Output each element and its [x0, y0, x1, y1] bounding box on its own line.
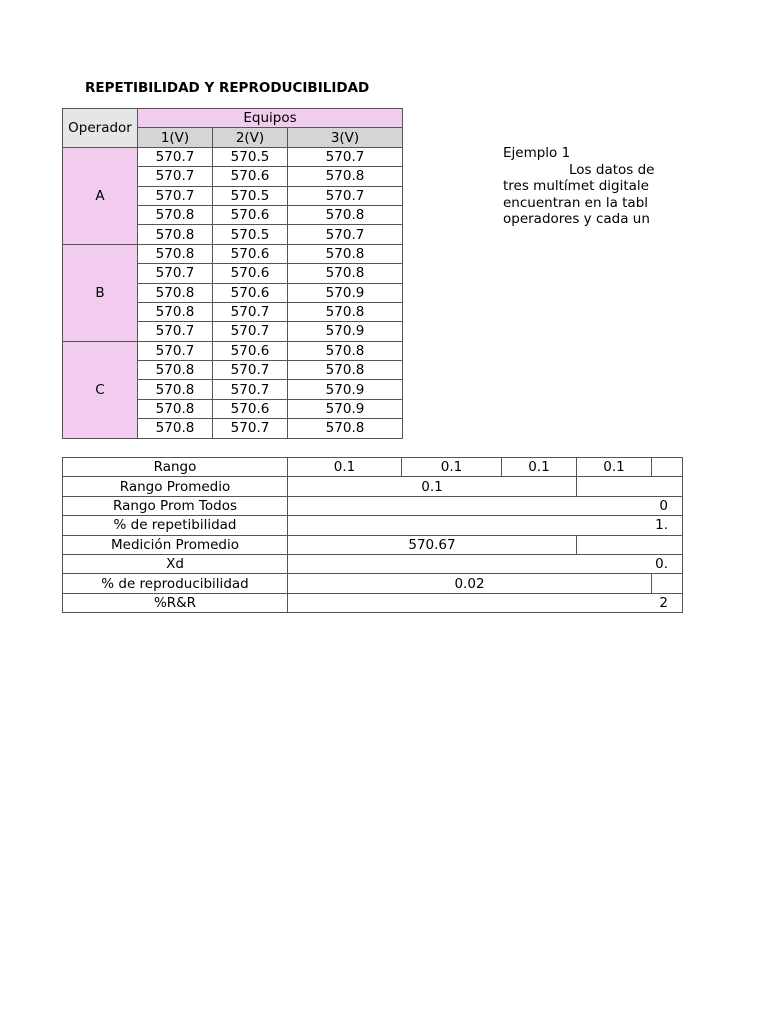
- measurement-cell: 570.8: [288, 244, 403, 263]
- summary-label: Rango Prom Todos: [63, 496, 288, 515]
- example-line: Los datos de: [569, 161, 655, 178]
- column-header: 2(V): [213, 128, 288, 147]
- summary-value: 0.1: [577, 458, 652, 477]
- measurement-row: [63, 244, 403, 263]
- summary-row-xd: [63, 554, 683, 573]
- measurement-cell: 570.8: [138, 225, 213, 244]
- measurement-cell: 570.9: [288, 380, 403, 399]
- summary-value: 1.: [288, 516, 683, 535]
- summary-value: 2: [288, 593, 683, 612]
- measurement-row: [63, 341, 403, 360]
- example-heading: Ejemplo 1: [503, 145, 571, 161]
- summary-label: % de repetibilidad: [63, 516, 288, 535]
- summary-value: 0.02: [288, 574, 652, 593]
- measurement-cell: 570.7: [138, 341, 213, 360]
- measurement-cell: 570.7: [138, 147, 213, 166]
- column-header: 1(V): [138, 128, 213, 147]
- measurement-cell: 570.5: [213, 186, 288, 205]
- measurement-cell: 570.8: [138, 399, 213, 418]
- summary-value: 0.: [288, 554, 683, 573]
- measurement-cell: 570.8: [288, 302, 403, 321]
- measurement-cell: 570.6: [213, 244, 288, 263]
- summary-area: [62, 457, 668, 617]
- measurement-cell: 570.8: [138, 419, 213, 438]
- measurement-cell: 570.8: [138, 205, 213, 224]
- measurement-cell: 570.7: [288, 225, 403, 244]
- measurement-cell: 570.6: [213, 264, 288, 283]
- measurement-cell: 570.6: [213, 167, 288, 186]
- measurement-cell: 570.8: [288, 205, 403, 224]
- summary-value: 0.1: [402, 458, 502, 477]
- example-line: operadores y cada un: [503, 211, 650, 227]
- example-line: encuentran en la tabl: [503, 194, 649, 211]
- summary-row-rango-promedio: [63, 477, 683, 496]
- measurement-cell: 570.8: [138, 283, 213, 302]
- measurement-cell: 570.8: [288, 361, 403, 380]
- measurement-cell: 570.8: [288, 341, 403, 360]
- measurement-cell: 570.7: [213, 419, 288, 438]
- measurement-cell: 570.9: [288, 399, 403, 418]
- measurement-cell: 570.5: [213, 225, 288, 244]
- summary-row-rango-prom-todos: [63, 496, 683, 515]
- measurement-cell: 570.7: [288, 147, 403, 166]
- measurement-cell: 570.7: [213, 322, 288, 341]
- measurement-cell: 570.7: [138, 322, 213, 341]
- summary-row-repetibilidad: [63, 516, 683, 535]
- summary-label: % de reproducibilidad: [63, 574, 288, 593]
- measurement-cell: 570.7: [213, 361, 288, 380]
- page-title: REPETIBILIDAD Y REPRODUCIBILIDAD: [85, 80, 370, 96]
- measurement-cell: 570.6: [213, 283, 288, 302]
- measurement-cell: 570.6: [213, 399, 288, 418]
- measurement-cell: 570.5: [213, 147, 288, 166]
- measurement-cell: 570.8: [288, 419, 403, 438]
- measurement-cell: 570.9: [288, 322, 403, 341]
- measurement-cell: 570.7: [213, 302, 288, 321]
- summary-value: 0.1: [288, 477, 577, 496]
- measurement-cell: 570.9: [288, 283, 403, 302]
- measurement-row: [63, 147, 403, 166]
- summary-value: 0: [288, 496, 683, 515]
- measurement-cell: 570.8: [138, 361, 213, 380]
- summary-label: Xd: [63, 554, 288, 573]
- measurement-table: [62, 108, 403, 439]
- summary-label: Rango: [63, 458, 288, 477]
- measurement-cell: 570.8: [138, 302, 213, 321]
- operator-cell: A: [63, 147, 138, 244]
- measurement-cell: 570.6: [213, 341, 288, 360]
- summary-label: Rango Promedio: [63, 477, 288, 496]
- measurement-cell: 570.7: [288, 186, 403, 205]
- summary-label: Medición Promedio: [63, 535, 288, 554]
- summary-label: %R&R: [63, 593, 288, 612]
- example-line: tres multímet digitale: [503, 178, 649, 194]
- summary-row-medicion-promedio: [63, 535, 683, 554]
- summary-value: 0.1: [502, 458, 577, 477]
- measurement-cell: 570.8: [138, 244, 213, 263]
- measurement-cell: 570.8: [288, 167, 403, 186]
- summary-value: 0.1: [288, 458, 402, 477]
- measurement-cell: 570.8: [288, 264, 403, 283]
- operator-cell: B: [63, 244, 138, 341]
- column-header: 3(V): [288, 128, 403, 147]
- example-description: [503, 145, 655, 235]
- summary-row-rango: [63, 458, 683, 477]
- summary-row-rr: [63, 593, 683, 612]
- measurement-cell: 570.7: [138, 186, 213, 205]
- measurement-cell: 570.7: [213, 380, 288, 399]
- measurement-cell: 570.8: [138, 380, 213, 399]
- equipment-header: Equipos: [138, 109, 403, 128]
- operator-header: Operador: [63, 109, 138, 148]
- measurement-cell: 570.6: [213, 205, 288, 224]
- summary-row-reproducibilidad: [63, 574, 683, 593]
- measurement-cell: 570.7: [138, 167, 213, 186]
- measurement-cell: 570.7: [138, 264, 213, 283]
- summary-value: 570.67: [288, 535, 577, 554]
- summary-table: [62, 457, 683, 613]
- operator-cell: C: [63, 341, 138, 438]
